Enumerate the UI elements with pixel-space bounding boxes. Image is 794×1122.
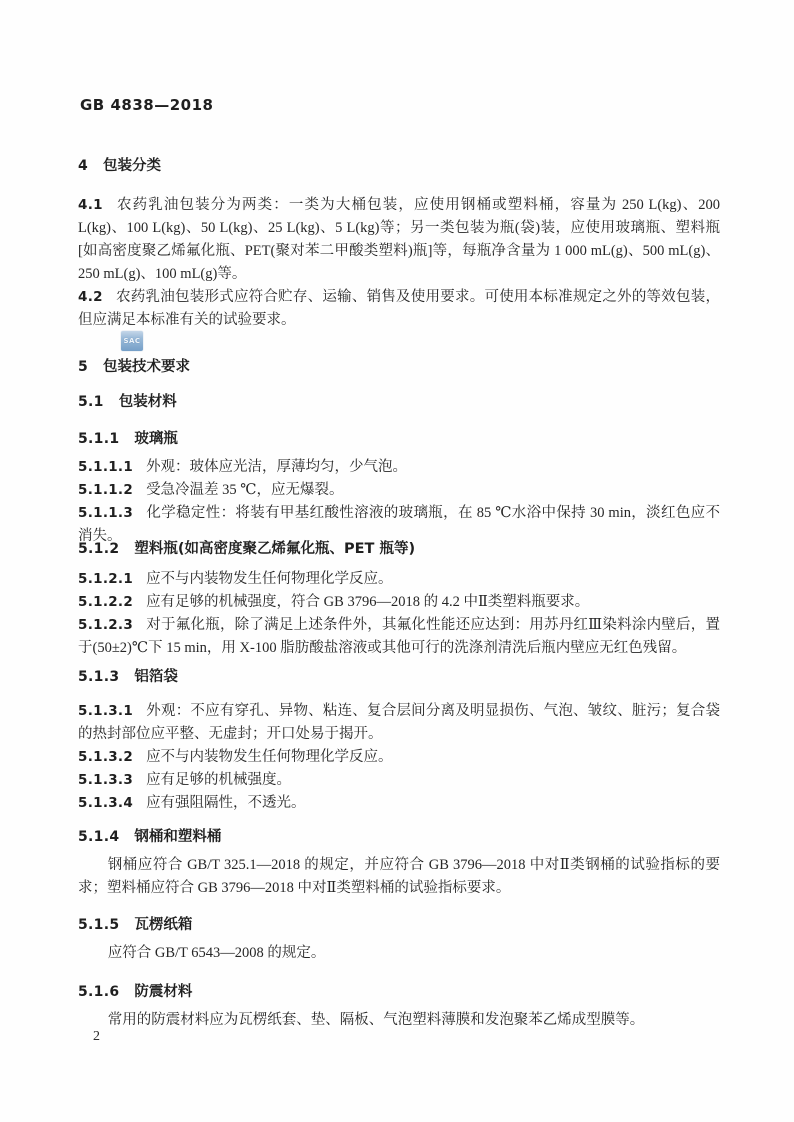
clause-number: 5.1.2.2 — [78, 594, 134, 610]
section-number: 5.1 — [78, 394, 104, 410]
clause-text: 农药乳油包装分为两类：一类为大桶包装，应使用钢桶或塑料桶，容量为 250 L(kg)、200 L(kg)、100 L(kg)、50 L(kg)、25 L(kg)、5 L(kg)等；另一类包装为瓶(袋)装，应使用玻璃瓶、塑料瓶[如高密度聚乙烯氟化瓶、PET(聚对苯二甲酸类塑料)瓶]等，每瓶净含量为 1 000 mL(g)、500 mL(g)、250 mL(g)、100 mL(g)等。 — [78, 197, 720, 282]
clause-5-1-3-1 — [78, 700, 720, 746]
clause-text: 对于氟化瓶，除了满足上述条件外，其氟化性能还应达到：用苏丹红Ⅲ染料涂内壁后，置于(50±2)℃下 15 min，用 X-100 脂肪酸盐溶液或其他可行的洗涤剂清洗后瓶内壁应无红色残留。 — [78, 617, 720, 656]
section-heading-5-1-3 — [78, 666, 720, 689]
sac-watermark-label: SAC — [123, 337, 141, 345]
section-number: 5 — [78, 359, 89, 375]
clause-text: 应有强阻隔性，不透光。 — [146, 795, 306, 811]
clause-5-1-1-2 — [78, 479, 720, 502]
clause-number: 4.1 — [78, 197, 103, 213]
section-number: 5.1.5 — [78, 917, 120, 933]
clause-text: 应有足够的机械强度，符合 GB 3796—2018 的 4.2 中Ⅱ类塑料瓶要求。 — [146, 594, 590, 610]
clause-number: 4.2 — [78, 289, 103, 305]
clause-number: 5.1.3.4 — [78, 795, 134, 811]
clause-text: 化学稳定性：将装有甲基红酸性溶液的玻璃瓶，在 85 ℃水浴中保持 30 min，淡红色应不消失。 — [78, 505, 720, 544]
section-number: 5.1.1 — [78, 431, 120, 447]
section-heading-5-1-1 — [78, 428, 720, 451]
clause-5-1-3-2 — [78, 746, 720, 769]
clause-text: 应有足够的机械强度。 — [146, 772, 292, 788]
section-number: 5.1.6 — [78, 984, 120, 1000]
sac-watermark-icon — [121, 331, 143, 351]
section-title: 玻璃瓶 — [134, 431, 178, 447]
section-heading-5-1-6 — [78, 981, 720, 1004]
clause-number: 5.1.3.1 — [78, 703, 134, 719]
section-title: 包装材料 — [118, 394, 177, 410]
clause-text: 应不与内装物发生任何物理化学反应。 — [146, 571, 393, 587]
clause-text: 外观：玻体应光洁，厚薄均匀，少气泡。 — [146, 459, 408, 475]
section-heading-5-1-5 — [78, 914, 720, 937]
section-number: 4 — [78, 158, 89, 174]
clause-5-1-2-3 — [78, 614, 720, 660]
clause-5-1-1-1 — [78, 456, 720, 479]
clause-number: 5.1.2.3 — [78, 617, 134, 633]
clause-number: 5.1.1.1 — [78, 459, 134, 475]
paragraph-5-1-6 — [78, 1009, 720, 1032]
section-title: 钢桶和塑料桶 — [134, 829, 222, 845]
section-heading-4 — [78, 155, 720, 178]
section-heading-5-1-2 — [78, 538, 720, 561]
clause-number: 5.1.3.3 — [78, 772, 134, 788]
clause-text: 应不与内装物发生任何物理化学反应。 — [146, 749, 393, 765]
page-number: 2 — [93, 1029, 100, 1044]
clause-number: 5.1.3.2 — [78, 749, 134, 765]
paragraph-5-1-5 — [78, 942, 720, 965]
section-title: 防震材料 — [134, 984, 193, 1000]
clause-number: 5.1.2.1 — [78, 571, 134, 587]
clause-text: 受急冷温差 35 ℃，应无爆裂。 — [146, 482, 344, 498]
clause-number: 5.1.1.2 — [78, 482, 134, 498]
paragraph-text: 应符合 GB/T 6543—2008 的规定。 — [107, 945, 326, 961]
section-title: 塑料瓶(如高密度聚乙烯氟化瓶、PET 瓶等) — [134, 541, 416, 557]
section-number: 5.1.4 — [78, 829, 120, 845]
clause-4-1 — [78, 194, 720, 286]
section-heading-5 — [78, 356, 720, 379]
section-title: 包装分类 — [103, 158, 162, 174]
clause-text: 外观：不应有穿孔、异物、粘连、复合层间分离及明显损伤、气泡、皱纹、脏污；复合袋的热封部位应平整、无虚封；开口处易于揭开。 — [78, 703, 720, 742]
clause-4-2 — [78, 286, 720, 332]
section-title: 瓦楞纸箱 — [134, 917, 193, 933]
paragraph-text: 钢桶应符合 GB/T 325.1—2018 的规定，并应符合 GB 3796—2018 中对Ⅱ类钢桶的试验指标的要求；塑料桶应符合 GB 3796—2018 中对Ⅱ类塑料桶的试验指标要求。 — [78, 857, 720, 896]
clause-5-1-3-4 — [78, 792, 720, 815]
section-heading-5-1-4 — [78, 826, 720, 849]
clause-5-1-3-3 — [78, 769, 720, 792]
clause-5-1-2-2 — [78, 591, 720, 614]
doc-header: GB 4838—2018 — [80, 96, 214, 114]
section-number: 5.1.3 — [78, 669, 120, 685]
section-number: 5.1.2 — [78, 541, 120, 557]
paragraph-5-1-4 — [78, 854, 720, 900]
section-title: 铝箔袋 — [134, 669, 178, 685]
paragraph-text: 常用的防震材料应为瓦楞纸套、垫、隔板、气泡塑料薄膜和发泡聚苯乙烯成型膜等。 — [107, 1012, 645, 1028]
section-heading-5-1 — [78, 391, 720, 414]
clause-number: 5.1.1.3 — [78, 505, 134, 521]
section-title: 包装技术要求 — [103, 359, 191, 375]
clause-5-1-2-1 — [78, 568, 720, 591]
clause-text: 农药乳油包装形式应符合贮存、运输、销售及使用要求。可使用本标准规定之外的等效包装，但应满足本标准有关的试验要求。 — [78, 289, 720, 328]
